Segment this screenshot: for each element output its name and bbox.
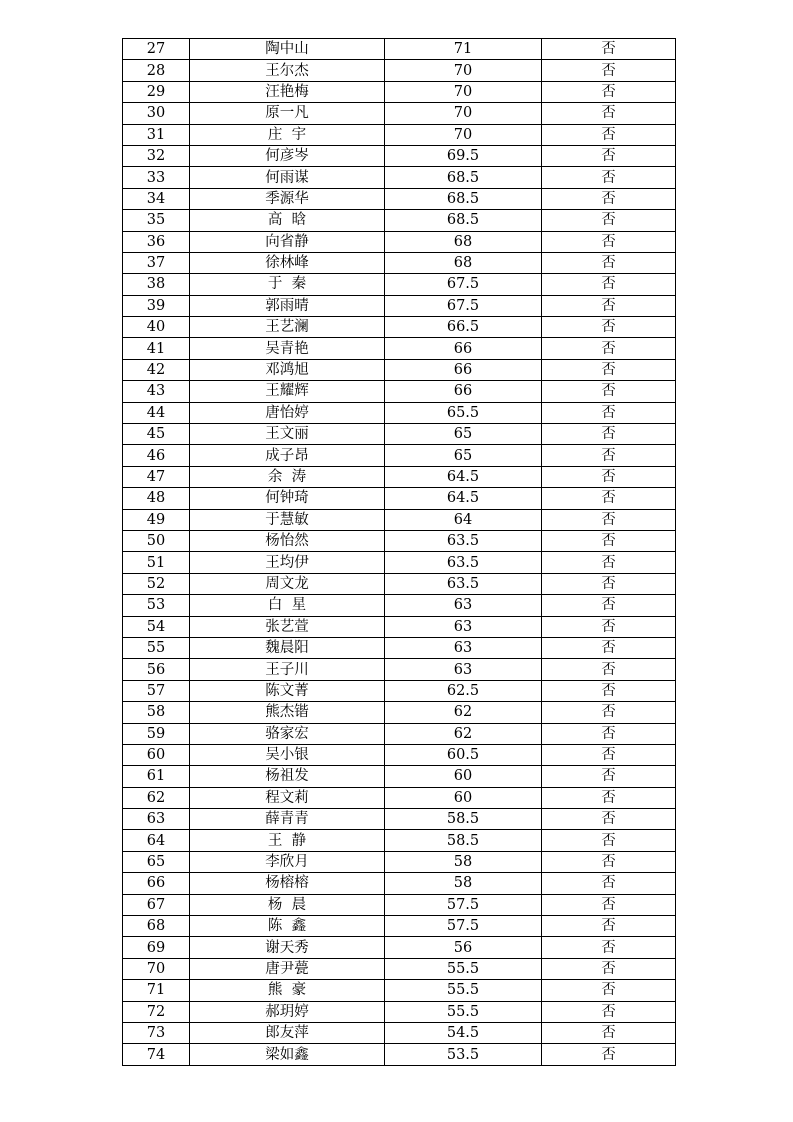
row-number-cell: 34 — [123, 188, 190, 209]
score-cell: 69.5 — [385, 145, 542, 166]
score-cell: 65 — [385, 424, 542, 445]
status-cell: 否 — [542, 231, 676, 252]
table-row — [123, 103, 676, 124]
row-number-cell: 38 — [123, 274, 190, 295]
score-cell: 58.5 — [385, 830, 542, 851]
table-row — [123, 338, 676, 359]
status-cell: 否 — [542, 295, 676, 316]
row-number-cell: 58 — [123, 702, 190, 723]
score-cell: 71 — [385, 39, 542, 60]
table-row — [123, 873, 676, 894]
row-number-cell: 71 — [123, 980, 190, 1001]
table-row — [123, 424, 676, 445]
name-cell: 何雨谋 — [190, 167, 385, 188]
table-row — [123, 851, 676, 872]
name-cell: 薛青青 — [190, 809, 385, 830]
status-cell: 否 — [542, 1001, 676, 1022]
row-number-cell: 35 — [123, 210, 190, 231]
score-cell: 68 — [385, 231, 542, 252]
score-cell: 68.5 — [385, 188, 542, 209]
status-cell: 否 — [542, 167, 676, 188]
name-cell: 何钟琦 — [190, 488, 385, 509]
table-row — [123, 659, 676, 680]
table-row — [123, 744, 676, 765]
status-cell: 否 — [542, 916, 676, 937]
row-number-cell: 62 — [123, 787, 190, 808]
status-cell: 否 — [542, 1022, 676, 1043]
name-cell: 陈文菁 — [190, 680, 385, 701]
status-cell: 否 — [542, 103, 676, 124]
score-cell: 58.5 — [385, 809, 542, 830]
status-cell: 否 — [542, 573, 676, 594]
status-cell: 否 — [542, 937, 676, 958]
status-cell: 否 — [542, 830, 676, 851]
table-row — [123, 787, 676, 808]
name-cell: 邓鸿旭 — [190, 359, 385, 380]
row-number-cell: 55 — [123, 637, 190, 658]
table-row — [123, 445, 676, 466]
table-row — [123, 509, 676, 530]
table-row — [123, 766, 676, 787]
table-row — [123, 317, 676, 338]
score-cell: 64.5 — [385, 488, 542, 509]
name-cell: 魏晨阳 — [190, 637, 385, 658]
score-cell: 63.5 — [385, 573, 542, 594]
name-cell: 于慧敏 — [190, 509, 385, 530]
score-cell: 57.5 — [385, 916, 542, 937]
score-cell: 63 — [385, 637, 542, 658]
table-row — [123, 188, 676, 209]
table-row — [123, 167, 676, 188]
status-cell: 否 — [542, 124, 676, 145]
status-cell: 否 — [542, 424, 676, 445]
score-cell: 63.5 — [385, 530, 542, 551]
name-cell: 郎友萍 — [190, 1022, 385, 1043]
table-row — [123, 958, 676, 979]
score-cell: 64.5 — [385, 466, 542, 487]
score-cell: 70 — [385, 103, 542, 124]
results-table-container — [122, 38, 676, 1066]
row-number-cell: 41 — [123, 338, 190, 359]
name-cell: 熊杰锴 — [190, 702, 385, 723]
name-cell: 郝玥婷 — [190, 1001, 385, 1022]
row-number-cell: 45 — [123, 424, 190, 445]
score-cell: 55.5 — [385, 980, 542, 1001]
status-cell: 否 — [542, 274, 676, 295]
name-cell: 骆家宏 — [190, 723, 385, 744]
score-cell: 58 — [385, 873, 542, 894]
score-cell: 66.5 — [385, 317, 542, 338]
status-cell: 否 — [542, 873, 676, 894]
row-number-cell: 36 — [123, 231, 190, 252]
table-row — [123, 210, 676, 231]
score-cell: 65.5 — [385, 402, 542, 423]
status-cell: 否 — [542, 466, 676, 487]
status-cell: 否 — [542, 60, 676, 81]
name-cell: 杨怡然 — [190, 530, 385, 551]
table-row — [123, 637, 676, 658]
name-cell: 于 秦 — [190, 274, 385, 295]
row-number-cell: 50 — [123, 530, 190, 551]
name-cell: 熊 豪 — [190, 980, 385, 1001]
name-cell: 陶中山 — [190, 39, 385, 60]
table-row — [123, 809, 676, 830]
name-cell: 庄 宇 — [190, 124, 385, 145]
table-row — [123, 573, 676, 594]
score-cell: 67.5 — [385, 274, 542, 295]
status-cell: 否 — [542, 145, 676, 166]
score-cell: 60 — [385, 787, 542, 808]
row-number-cell: 65 — [123, 851, 190, 872]
status-cell: 否 — [542, 616, 676, 637]
status-cell: 否 — [542, 744, 676, 765]
table-row — [123, 274, 676, 295]
status-cell: 否 — [542, 1044, 676, 1065]
status-cell: 否 — [542, 809, 676, 830]
name-cell: 向省静 — [190, 231, 385, 252]
status-cell: 否 — [542, 445, 676, 466]
row-number-cell: 72 — [123, 1001, 190, 1022]
table-row — [123, 359, 676, 380]
row-number-cell: 60 — [123, 744, 190, 765]
score-cell: 62 — [385, 723, 542, 744]
table-row — [123, 231, 676, 252]
row-number-cell: 40 — [123, 317, 190, 338]
status-cell: 否 — [542, 980, 676, 1001]
name-cell: 原一凡 — [190, 103, 385, 124]
row-number-cell: 67 — [123, 894, 190, 915]
status-cell: 否 — [542, 381, 676, 402]
status-cell: 否 — [542, 851, 676, 872]
name-cell: 王均伊 — [190, 552, 385, 573]
name-cell: 王艺澜 — [190, 317, 385, 338]
results-table-body — [123, 39, 676, 1066]
score-cell: 58 — [385, 851, 542, 872]
score-cell: 55.5 — [385, 1001, 542, 1022]
score-cell: 66 — [385, 359, 542, 380]
score-cell: 53.5 — [385, 1044, 542, 1065]
name-cell: 李欣月 — [190, 851, 385, 872]
status-cell: 否 — [542, 81, 676, 102]
name-cell: 杨榕榕 — [190, 873, 385, 894]
name-cell: 程文莉 — [190, 787, 385, 808]
name-cell: 王耀辉 — [190, 381, 385, 402]
name-cell: 梁如鑫 — [190, 1044, 385, 1065]
name-cell: 陈 鑫 — [190, 916, 385, 937]
row-number-cell: 53 — [123, 595, 190, 616]
row-number-cell: 68 — [123, 916, 190, 937]
name-cell: 唐怡婷 — [190, 402, 385, 423]
row-number-cell: 54 — [123, 616, 190, 637]
table-row — [123, 488, 676, 509]
table-row — [123, 466, 676, 487]
table-row — [123, 937, 676, 958]
name-cell: 王 静 — [190, 830, 385, 851]
score-cell: 63.5 — [385, 552, 542, 573]
name-cell: 杨 晨 — [190, 894, 385, 915]
status-cell: 否 — [542, 488, 676, 509]
row-number-cell: 61 — [123, 766, 190, 787]
score-cell: 60 — [385, 766, 542, 787]
row-number-cell: 31 — [123, 124, 190, 145]
name-cell: 吴青艳 — [190, 338, 385, 359]
score-cell: 67.5 — [385, 295, 542, 316]
status-cell: 否 — [542, 595, 676, 616]
row-number-cell: 74 — [123, 1044, 190, 1065]
row-number-cell: 59 — [123, 723, 190, 744]
table-row — [123, 530, 676, 551]
table-row — [123, 830, 676, 851]
row-number-cell: 28 — [123, 60, 190, 81]
table-row — [123, 295, 676, 316]
status-cell: 否 — [542, 338, 676, 359]
status-cell: 否 — [542, 252, 676, 273]
score-cell: 66 — [385, 381, 542, 402]
row-number-cell: 64 — [123, 830, 190, 851]
row-number-cell: 30 — [123, 103, 190, 124]
row-number-cell: 70 — [123, 958, 190, 979]
status-cell: 否 — [542, 317, 676, 338]
table-row — [123, 145, 676, 166]
status-cell: 否 — [542, 402, 676, 423]
name-cell: 谢天秀 — [190, 937, 385, 958]
status-cell: 否 — [542, 702, 676, 723]
name-cell: 王子川 — [190, 659, 385, 680]
name-cell: 王文丽 — [190, 424, 385, 445]
row-number-cell: 66 — [123, 873, 190, 894]
name-cell: 季源华 — [190, 188, 385, 209]
results-table — [122, 38, 676, 1066]
score-cell: 57.5 — [385, 894, 542, 915]
name-cell: 吴小银 — [190, 744, 385, 765]
name-cell: 王尔杰 — [190, 60, 385, 81]
row-number-cell: 37 — [123, 252, 190, 273]
status-cell: 否 — [542, 530, 676, 551]
table-row — [123, 702, 676, 723]
score-cell: 56 — [385, 937, 542, 958]
score-cell: 63 — [385, 659, 542, 680]
table-row — [123, 595, 676, 616]
row-number-cell: 43 — [123, 381, 190, 402]
row-number-cell: 44 — [123, 402, 190, 423]
status-cell: 否 — [542, 188, 676, 209]
row-number-cell: 69 — [123, 937, 190, 958]
row-number-cell: 73 — [123, 1022, 190, 1043]
status-cell: 否 — [542, 723, 676, 744]
name-cell: 成子昂 — [190, 445, 385, 466]
row-number-cell: 48 — [123, 488, 190, 509]
score-cell: 63 — [385, 616, 542, 637]
name-cell: 周文龙 — [190, 573, 385, 594]
table-row — [123, 723, 676, 744]
name-cell: 白 星 — [190, 595, 385, 616]
row-number-cell: 52 — [123, 573, 190, 594]
status-cell: 否 — [542, 958, 676, 979]
row-number-cell: 47 — [123, 466, 190, 487]
score-cell: 68.5 — [385, 210, 542, 231]
name-cell: 何彦岑 — [190, 145, 385, 166]
name-cell: 杨祖发 — [190, 766, 385, 787]
table-row — [123, 402, 676, 423]
table-row — [123, 60, 676, 81]
row-number-cell: 51 — [123, 552, 190, 573]
score-cell: 70 — [385, 60, 542, 81]
status-cell: 否 — [542, 359, 676, 380]
status-cell: 否 — [542, 659, 676, 680]
score-cell: 62 — [385, 702, 542, 723]
table-row — [123, 1001, 676, 1022]
table-row — [123, 980, 676, 1001]
row-number-cell: 27 — [123, 39, 190, 60]
table-row — [123, 124, 676, 145]
score-cell: 62.5 — [385, 680, 542, 701]
score-cell: 70 — [385, 81, 542, 102]
row-number-cell: 39 — [123, 295, 190, 316]
status-cell: 否 — [542, 509, 676, 530]
row-number-cell: 49 — [123, 509, 190, 530]
row-number-cell: 46 — [123, 445, 190, 466]
row-number-cell: 63 — [123, 809, 190, 830]
table-row — [123, 252, 676, 273]
status-cell: 否 — [542, 680, 676, 701]
name-cell: 汪艳梅 — [190, 81, 385, 102]
status-cell: 否 — [542, 210, 676, 231]
status-cell: 否 — [542, 39, 676, 60]
name-cell: 张艺萱 — [190, 616, 385, 637]
name-cell: 余 涛 — [190, 466, 385, 487]
table-row — [123, 39, 676, 60]
score-cell: 60.5 — [385, 744, 542, 765]
table-row — [123, 81, 676, 102]
score-cell: 64 — [385, 509, 542, 530]
score-cell: 68.5 — [385, 167, 542, 188]
status-cell: 否 — [542, 787, 676, 808]
name-cell: 郭雨晴 — [190, 295, 385, 316]
status-cell: 否 — [542, 637, 676, 658]
name-cell: 徐林峰 — [190, 252, 385, 273]
table-row — [123, 916, 676, 937]
table-row — [123, 552, 676, 573]
status-cell: 否 — [542, 552, 676, 573]
table-row — [123, 894, 676, 915]
score-cell: 65 — [385, 445, 542, 466]
score-cell: 66 — [385, 338, 542, 359]
table-row — [123, 1044, 676, 1065]
score-cell: 54.5 — [385, 1022, 542, 1043]
status-cell: 否 — [542, 894, 676, 915]
score-cell: 55.5 — [385, 958, 542, 979]
row-number-cell: 57 — [123, 680, 190, 701]
name-cell: 高 晗 — [190, 210, 385, 231]
name-cell: 唐尹甍 — [190, 958, 385, 979]
score-cell: 70 — [385, 124, 542, 145]
row-number-cell: 29 — [123, 81, 190, 102]
status-cell: 否 — [542, 766, 676, 787]
table-row — [123, 381, 676, 402]
row-number-cell: 56 — [123, 659, 190, 680]
row-number-cell: 42 — [123, 359, 190, 380]
table-row — [123, 1022, 676, 1043]
row-number-cell: 32 — [123, 145, 190, 166]
table-row — [123, 616, 676, 637]
score-cell: 63 — [385, 595, 542, 616]
row-number-cell: 33 — [123, 167, 190, 188]
table-row — [123, 680, 676, 701]
score-cell: 68 — [385, 252, 542, 273]
